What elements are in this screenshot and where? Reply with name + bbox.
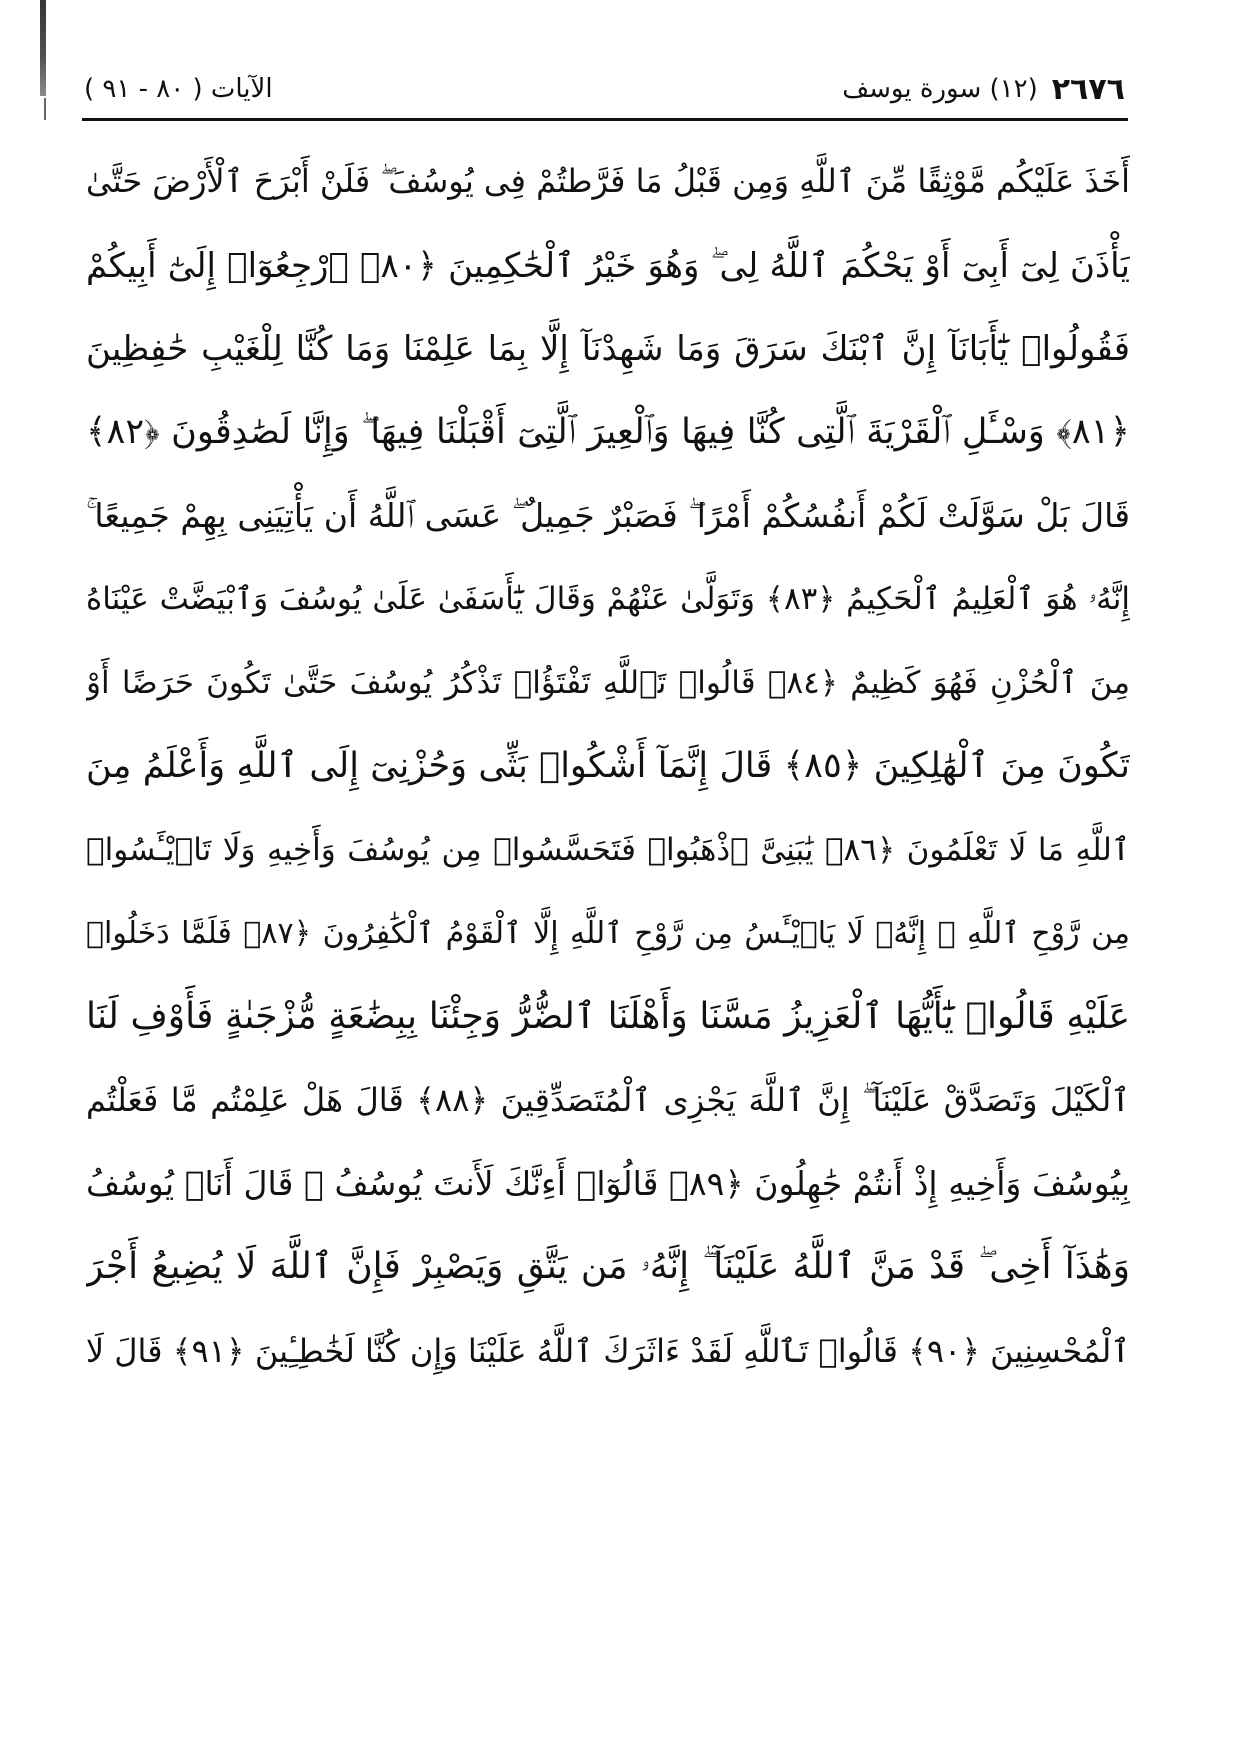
verse-line: عَلَيْهِ قَالُوا۟ يَٰٓأَيُّهَا ٱلْعَزِيزُ مَسَّنَا وَأَهْلَنَا ٱلضُّرُّ وَجِئْنَا بِبِضَٰعَةٍ مُّزْجَىٰةٍ فَأَوْفِ لَنَا xyxy=(86,996,1130,1038)
verse-line: إِنَّهُۥ هُوَ ٱلْعَلِيمُ ٱلْحَكِيمُ ﴿٨٣﴾ وَتَوَلَّىٰ عَنْهُمْ وَقَالَ يَٰٓأَسَفَىٰ عَلَىٰ يُوسُفَ وَٱبْيَضَّتْ عَيْنَاهُ xyxy=(86,580,1130,617)
verse-line: ٱللَّهِ مَا لَا تَعْلَمُونَ ﴿٨٦﴾ يَٰبَنِىَّ ٱذْهَبُوا۟ فَتَحَسَّسُوا۟ مِن يُوسُفَ وَأَخِيهِ وَلَا تَا۟يْـَٔسُوا۟ xyxy=(86,831,1130,868)
scan-edge-mark xyxy=(40,0,46,96)
header-rule xyxy=(82,118,1128,121)
verse-line: يَأْذَنَ لِىٓ أَبِىٓ أَوْ يَحْكُمَ ٱللَّهُ لِى ۖ وَهُوَ خَيْرُ ٱلْحَٰكِمِينَ ﴿٨٠﴾ ٱرْجِعُوٓا۟ إِلَىٰٓ أَبِيكُمْ xyxy=(86,245,1130,286)
header-right-group xyxy=(842,72,1125,107)
verse-line: ٱلْكَيْلَ وَتَصَدَّقْ عَلَيْنَآ ۖ إِنَّ ٱللَّهَ يَجْزِى ٱلْمُتَصَدِّقِينَ ﴿٨٨﴾ قَالَ هَلْ عَلِمْتُم مَّا فَعَلْتُم xyxy=(86,1080,1130,1119)
verse-line: بِيُوسُفَ وَأَخِيهِ إِذْ أَنتُمْ جَٰهِلُونَ ﴿٨٩﴾ قَالُوٓا۟ أَءِنَّكَ لَأَنتَ يُوسُفُ ۖ قَالَ أَنَا۠ يُوسُفُ xyxy=(86,1164,1130,1204)
verse-line: تَكُونَ مِنَ ٱلْهَٰلِكِينَ ﴿٨٥﴾ قَالَ إِنَّمَآ أَشْكُوا۟ بَثِّى وَحُزْنِىٓ إِلَى ٱللَّهِ وَأَعْلَمُ مِنَ xyxy=(86,746,1130,787)
verse-line: وَهَٰذَآ أَخِى ۖ قَدْ مَنَّ ٱللَّهُ عَلَيْنَآ ۖ إِنَّهُۥ مَن يَتَّقِ وَيَصْبِرْ فَإِنَّ ٱللَّهَ لَا يُضِيعُ أَجْرَ xyxy=(86,1246,1130,1288)
page-header xyxy=(84,60,1125,118)
verse-line: فَقُولُوا۟ يَٰٓأَبَانَآ إِنَّ ٱبْنَكَ سَرَقَ وَمَا شَهِدْنَآ إِلَّا بِمَا عَلِمْنَا وَمَا كُنَّا لِلْغَيْبِ حَٰفِظِينَ xyxy=(86,329,1130,370)
verse-line: أَخَذَ عَلَيْكُم مَّوْثِقًا مِّنَ ٱللَّهِ وَمِن قَبْلُ مَا فَرَّطتُمْ فِى يُوسُفَ ۖ فَلَنْ أَبْرَحَ ٱلْأَرْضَ حَتَّىٰ xyxy=(86,162,1130,201)
verse-line: مِن رَّوْحِ ٱللَّهِ ۖ إِنَّهُۥ لَا يَا۟يْـَٔسُ مِن رَّوْحِ ٱللَّهِ إِلَّا ٱلْقَوْمُ ٱلْكَٰفِرُونَ ﴿٨٧﴾ فَلَمَّا دَخَلُوا۟ xyxy=(86,915,1130,951)
verse-text-block xyxy=(86,140,1130,1393)
verse-line: ﴿٨١﴾ وَسْـَٔلِ ٱلْقَرْيَةَ ٱلَّتِى كُنَّا فِيهَا وَٱلْعِيرَ ٱلَّتِىٓ أَقْبَلْنَا فِيهَا ۖ وَإِنَّا لَصَٰدِقُونَ ﴿٨٢﴾ xyxy=(86,412,1130,453)
verse-line: قَالَ بَلْ سَوَّلَتْ لَكُمْ أَنفُسُكُمْ أَمْرًا ۖ فَصَبْرٌ جَمِيلٌ ۖ عَسَى ٱللَّهُ أَن يَأْتِيَنِى بِهِمْ جَمِيعًا ۚ xyxy=(86,495,1130,535)
surah-title: (١٢) سورة يوسف xyxy=(842,74,1038,104)
verse-line: ٱلْمُحْسِنِينَ ﴿٩٠﴾ قَالُوا۟ تَٱللَّهِ لَقَدْ ءَاثَرَكَ ٱللَّهُ عَلَيْنَا وَإِن كُنَّا لَخَٰطِـِٔينَ ﴿٩١﴾ قَالَ لَا xyxy=(86,1331,1130,1370)
verse-line: مِنَ ٱلْحُزْنِ فَهُوَ كَظِيمٌ ﴿٨٤﴾ قَالُوا۟ تَٱللَّهِ تَفْتَؤُا۟ تَذْكُرُ يُوسُفَ حَتَّىٰ تَكُونَ حَرَضًا أَوْ xyxy=(86,664,1130,701)
page-number: ٢٦٧٦ xyxy=(1051,71,1125,107)
scan-edge-mark-small xyxy=(44,98,46,120)
ayat-range: الآيات ( ٨٠ - ٩١ ) xyxy=(84,74,273,104)
